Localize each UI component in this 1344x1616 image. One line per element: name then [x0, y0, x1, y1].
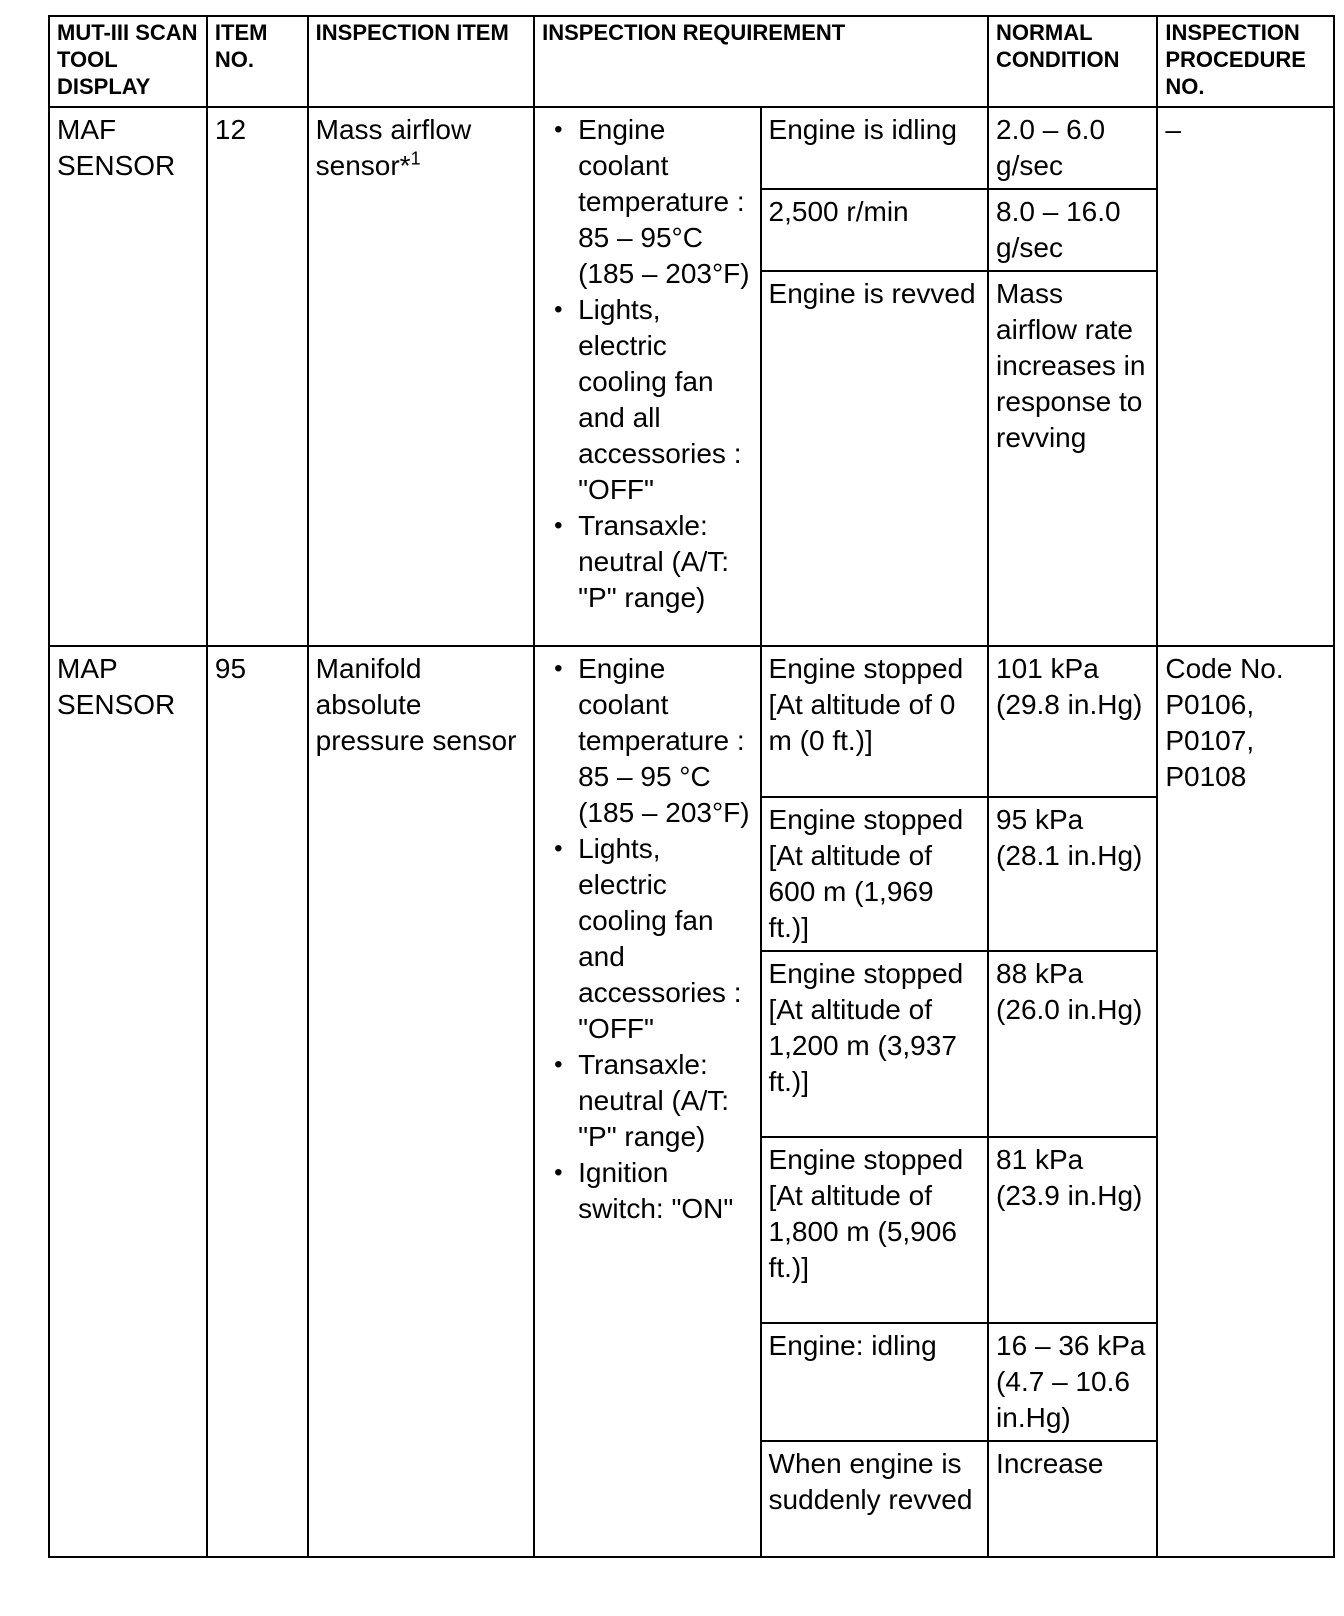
- maf-requirements: [534, 107, 760, 646]
- list-item: • Engine coolant temperature : 85 – 95 °C (185 – 203°F): [542, 651, 751, 831]
- map-requirements: [534, 646, 760, 1557]
- maf-condition-normal: Mass airflow rate increases in response to revving: [988, 271, 1157, 646]
- map-condition-normal: 95 kPa (28.1 in.Hg): [988, 797, 1157, 951]
- maf-condition-state: 2,500 r/min: [761, 189, 989, 271]
- list-item: • Lights, electric cooling fan and all accessories : "OFF": [542, 292, 751, 508]
- maf-inspection-item: [308, 107, 534, 646]
- table-row-map-1: [49, 646, 1334, 797]
- map-condition-state: Engine: idling: [761, 1323, 989, 1441]
- map-condition-normal: 101 kPa (29.8 in.Hg): [988, 646, 1157, 797]
- list-item: • Ignition switch: "ON": [542, 1155, 751, 1227]
- map-procedure-no: Code No. P0106, P0107, P0108: [1157, 646, 1334, 1557]
- map-condition-normal: Increase: [988, 1441, 1157, 1557]
- header-inspection-requirement: INSPECTION REQUIREMENT: [534, 16, 988, 107]
- inspection-table: [48, 15, 1335, 1558]
- maf-item-footnote: 1: [410, 148, 421, 169]
- maf-condition-state: Engine is revved: [761, 271, 989, 646]
- list-item: • Lights, electric cooling fan and accessories : "OFF": [542, 831, 751, 1047]
- maf-condition-normal: 2.0 – 6.0 g/sec: [988, 107, 1157, 189]
- map-inspection-item: Manifold absolute pressure sensor: [308, 646, 534, 1557]
- map-condition-state: Engine stopped [At altitude of 1,800 m (5,906 ft.)]: [761, 1137, 989, 1323]
- header-item-no: ITEM NO.: [207, 16, 308, 107]
- map-requirement-list: [542, 651, 751, 1227]
- header-normal-condition: NORMAL CONDITION: [988, 16, 1157, 107]
- map-condition-state: Engine stopped [At altitude of 600 m (1,969 ft.)]: [761, 797, 989, 951]
- maf-procedure-no: –: [1157, 107, 1334, 646]
- maf-requirement-list: [542, 112, 751, 616]
- map-condition-state: Engine stopped [At altitude of 0 m (0 ft.)]: [761, 646, 989, 797]
- table-row-maf-1: [49, 107, 1334, 189]
- header-procedure-no: INSPECTION PROCEDURE NO.: [1157, 16, 1334, 107]
- maf-condition-normal: 8.0 – 16.0 g/sec: [988, 189, 1157, 271]
- map-condition-state: When engine is suddenly revved: [761, 1441, 989, 1557]
- header-row: [49, 16, 1334, 107]
- header-inspection-item: INSPECTION ITEM: [308, 16, 534, 107]
- map-display: MAP SENSOR: [49, 646, 207, 1557]
- map-condition-normal: 81 kPa (23.9 in.Hg): [988, 1137, 1157, 1323]
- maf-condition-state: Engine is idling: [761, 107, 989, 189]
- list-item: • Transaxle: neutral (A/T: "P" range): [542, 1047, 751, 1155]
- maf-item-no: 12: [207, 107, 308, 646]
- maf-display: MAF SENSOR: [49, 107, 207, 646]
- header-display: MUT-III SCAN TOOL DISPLAY: [49, 16, 207, 107]
- map-condition-normal: 16 – 36 kPa (4.7 – 10.6 in.Hg): [988, 1323, 1157, 1441]
- maf-item-text: Mass airflow sensor*: [315, 114, 472, 181]
- map-item-no: 95: [207, 646, 308, 1557]
- map-condition-state: Engine stopped [At altitude of 1,200 m (3,937 ft.)]: [761, 951, 989, 1137]
- list-item: • Transaxle: neutral (A/T: "P" range): [542, 508, 751, 616]
- list-item: • Engine coolant temperature : 85 – 95°C (185 – 203°F): [542, 112, 751, 292]
- map-condition-normal: 88 kPa (26.0 in.Hg): [988, 951, 1157, 1137]
